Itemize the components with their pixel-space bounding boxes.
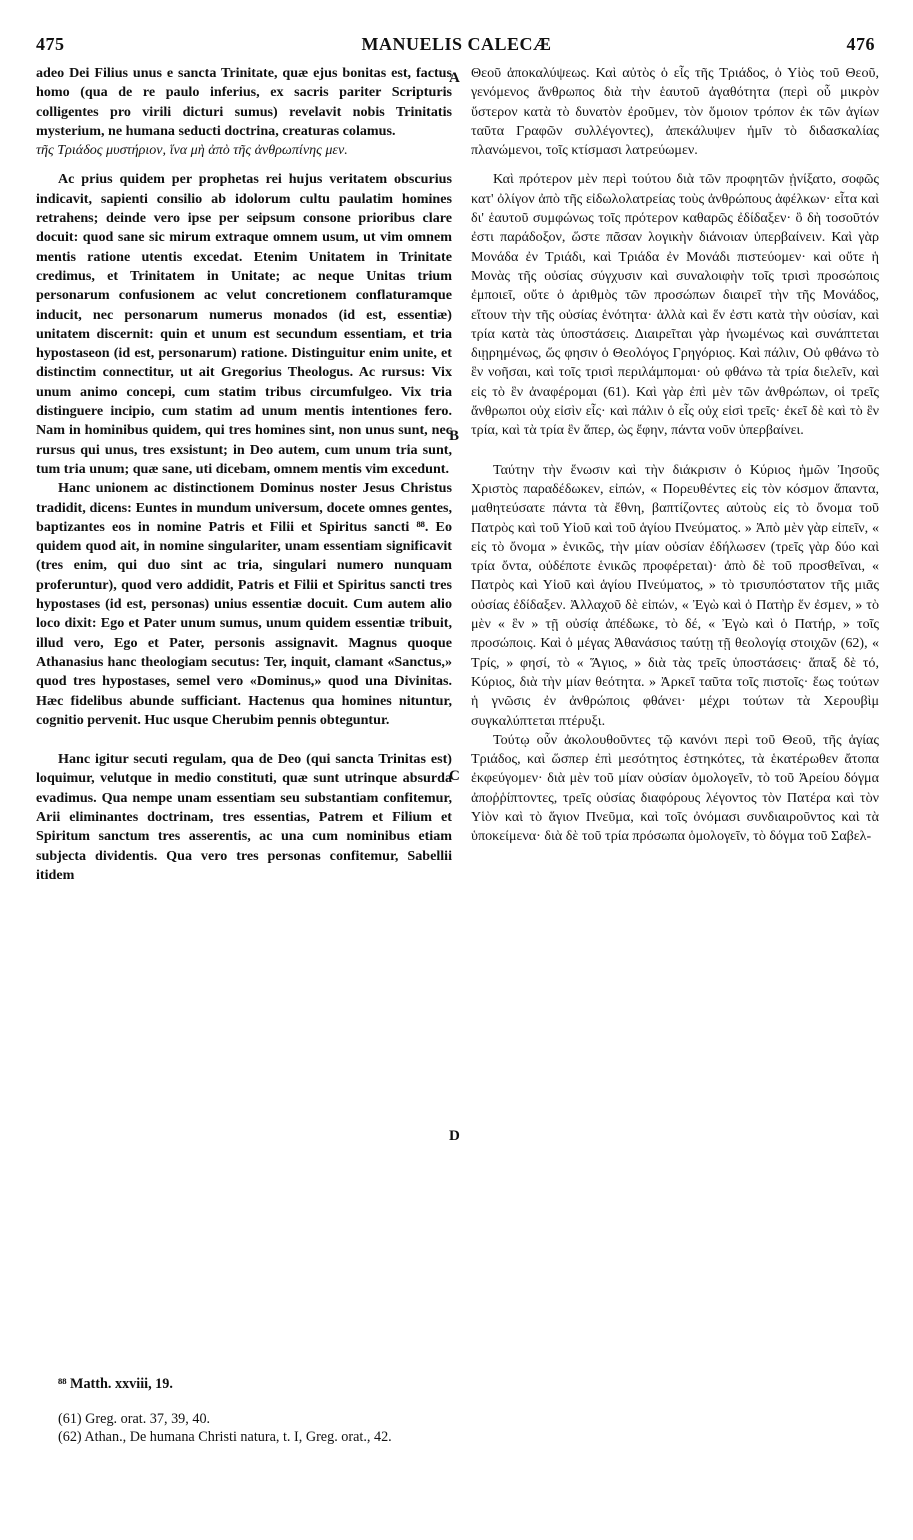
greek-paragraph-3: Ταύτην τὴν ἕνωσιν καὶ τὴν διάκρισιν ὁ Κύριος ἡμῶν Ἰησοῦς Χριστὸς παραδέδωκεν, εἰπών, « Πορευθέντες εἰς τὸν κόσμον ἅπαντα, μαθητεύσατε πάντα τὰ ἔθνη, βαπτίζοντες αὐτοὺς εἰς τὸ ὄνομα τοῦ Πατρὸς καὶ τοῦ Υἱοῦ καὶ τοῦ ἁγίου Πνεύματος. » Ἀπὸ μὲν γὰρ εἰπεῖν, « εἰς τὸ ὄνομα » ἑνικῶς, τὴν μίαν οὐσίαν ἐδήλωσεν (τρεῖς γὰρ δύο καὶ τρία ὄντα, οὐδέποτε ἑνικῶς προφέρεται)· ἀπὸ δὲ τοῦ προσθεῖναι, « Πατρὸς καὶ Υἱοῦ καὶ ἁγίου Πνεύματος, » τὸ τρισυπόστατον τῆς μιᾶς οὐσίας ἐδίδαξεν. Ἀλλαχοῦ δὲ εἰπών, « Ἐγὼ καὶ ὁ Πατὴρ ἕν ἐσμεν, » τὸ μὲν « ἓν » τῇ οὐσίᾳ ἀπέδωκε, τὸ δέ, « Ἐγὼ καὶ ὁ Πατήρ, » τοῖς προσώποις. Καὶ ὁ μέγας Ἀθανάσιος ταύτῃ τῇ θεολογίᾳ στοιχῶν (62), « Τρίς, » φησί, τὸ « Ἅγιος, » διὰ τὰς τρεῖς ὑποστάσεις· ἅπαξ δὲ τό, Κύριος, διὰ τὴν μίαν θεότητα. » Ἀρκεῖ ταῦτα τοῖς πιστοῖς· ἕως τούτων ἡ γνῶσις ἐν ἀνθρώποις φθάνει· μέχρι τούτων τὰ Χερουβὶμ συγκαλύπτεται πτέρυξι. (471, 461, 879, 729)
latin-column (36, 64, 452, 885)
latin-paragraph-1: adeo Dei Filius unus e sancta Trinitate, quæ ejus bonitas est, factus homo (qua de re paulo inferius, ex sacris pariter Scripturis colligentes pro virili dicturi sumus) revelavit nobis Trinitatis mysterium, ne humana seducti doctrina, creaturas colamus. (36, 65, 452, 139)
greek-column (471, 64, 879, 847)
margin-marker-b: B (449, 428, 460, 444)
greek-paragraph-2: Καὶ πρότερον μὲν περὶ τούτου διὰ τῶν προφητῶν ᾐνίξατο, σοφῶς κατ' ὀλίγον ἀπὸ τῆς εἰδωλολατρείας τοὺς ἀνθρώπους ἀφέλκων· εἶτα καὶ δι' ἑαυτοῦ συμφώνως τοῖς πρότερον καθαρῶς ἐδίδαξεν· ὃ δὴ τοσοῦτόν ἐστι παράδοξον, ὥστε πᾶσαν λογικὴν διάνοιαν ὑπερβαίνειν. Καὶ γὰρ Μονάδα ἐν Τριάδι, καὶ Τριάδα ἐν Μονάδι πιστεύομεν· καὶ οὔτε ἡ Μονὰς τῆς οὐσίας σύγχυσιν καὶ συναλοιφὴν τοῖς τρισὶ προσώποις ἐμποιεῖ, οὔτε ὁ ἀριθμὸς τῶν προσώπων διαιρεῖ τὴν τῆς Μονάδος, εἴτουν τὴν τῆς οὐσίας ἑνότητα· ἀλλὰ καὶ ἕν ἐστι κατὰ τὴν οὐσίαν, καὶ τρία κατὰ τὰς ὑποστάσεις. Διαιρεῖται γὰρ ἡνωμένως καὶ συνάπτεται διῃρημένως, ὥς φησιν ὁ Θεολόγος Γρηγόριος. Καὶ πάλιν, Οὐ φθάνω τὸ ἓν νοῆσαι, καὶ τοῖς τρισὶ περιλάμπομαι· οὐ φθάνω τὰ τρία διελεῖν, καὶ εἰς τὸ ἓν ἀναφέρομαι (61). Καὶ γὰρ ἐπὶ μὲν τῶν ἀνθρώπων, οἱ τρεῖς ἄνθρωποι οὐχ εἰσὶν εἷς· καὶ πάλιν ὁ εἷς οὐχ εἰσὶ τρεῖς· ἐκεῖ δὲ καὶ τὸ ἓν τρία, καὶ τὰ τρία ἓν ἅπερ, ὡς ἔφην, πάντα νοῦν ὑπερβαίνει. (471, 171, 879, 439)
greek-paragraph-4: Τούτῳ οὖν ἀκολουθοῦντες τῷ κανόνι περὶ τοῦ Θεοῦ, τῆς ἁγίας Τριάδος, καὶ ὥσπερ ἐπὶ μεσότητος ἑστηκότες, τὰ ἑκατέρωθεν ἄτοπα ἐκφεύγομεν· διὰ μὲν τοῦ μίαν οὐσίαν ὁμολογεῖν, τὸ τοῦ Ἀρείου δόγμα ἀποῤῥίπτοντες, τρεῖς οὐσίας διαφόρους λέγοντος τὸν Πατέρα καὶ τὸν Υἱὸν καὶ τὸ ἅγιον Πνεῦμα, καὶ τοῖς ὀνόμασι συνδιαιροῦντος καὶ τὰ ὑποκείμενα· διὰ δὲ τοῦ τρία πρόσωπα ὁμολογεῖν, τὸ δόγμα τοῦ Σαβελ- (471, 731, 879, 845)
latin-paragraph-4: Hanc igitur secuti regulam, qua de Deo (qui sancta Trinitas est) loquimur, velutque in medio constituti, quæ sunt utrinque absurda evadimus. Qua nempe unam essentiam seu substantiam confitemur, Arii eliminantes doctrinam, tres essentias, Patrem et Filium et Spiritum sanctum tres asserentis, ac una cum nominibus etiam subjecta dividentis. Qua vero tres personas confitemur, Sabellii itidem (36, 751, 452, 883)
margin-marker-c: C (449, 768, 460, 784)
footnote-61: (61) Greg. orat. 37, 39, 40. (58, 1411, 211, 1427)
greek-paragraph-1: Θεοῦ ἀποκαλύψεως. Καὶ αὐτὸς ὁ εἷς τῆς Τριάδος, ὁ Υἱὸς τοῦ Θεοῦ, γενόμενος ἄνθρωπος διὰ τὴν ἑαυτοῦ ἀγαθότητα (περὶ οὗ μικρὸν ὕστερον κατὰ τὸ δυνατὸν ἐροῦμεν, τὸν ὅμοιον τρόπον ἐκ τῶν ἁγίων ταῦτα Γραφῶν συλλέγοντες), ἀπεκάλυψεν ἡμῖν τὸ διδασκαλίας πλανώμενοι, τοῖς κτίσμασι λατρεύωμεν. (471, 65, 879, 159)
page-number-left: 475 (36, 34, 65, 54)
latin-greek-line: τῆς Τριάδος μυστήριον, ἵνα μὴ ἀπὸ τῆς ἀνθρωπίνης μεν. (36, 142, 348, 159)
running-title: MANUELIS CALECÆ (361, 34, 552, 54)
margin-marker-d: D (449, 1128, 460, 1144)
margin-marker-a: A (449, 70, 460, 86)
footnote-62: (62) Athan., De humana Christi natura, t. I, Greg. orat., 42. (58, 1429, 392, 1445)
latin-paragraph-2: Ac prius quidem per prophetas rei hujus veritatem obscurius indicavit, sapienti consilio ab idolorum cultu paulatim homines retrahens; deinde vero ipse per seipsum consone prioribus clare docuit: quod sane sic mirum extraque omnem usum, ut vim omnem mentis ratione utentis excedat. Etenim Unitatem in Trinitate credimus, et Trinitatem in Unitate; ac neque Unitas trium personarum confusionem ac velut concretionem conflaturamque inducit, nec personarum numerus monados (id est, essentiæ) unitatem discernit: quin et unum est secundum essentiam, et tria hypostaseon (id est, personarum) ratione. Distinguitur enim unite, et distinctim connectitur, ut ait Gregorius Theologus. Ac rursus: Vix unum animo concepi, cum statim tribus circumfulgeo. Vix tria distinguere incipio, cum statim ad unum mentis intentiones fero. Nam in hominibus quidem, qui tres homines sint, non unus sunt, nec rursus qui unus, tres exsistunt; in Deo autem, cum unum tria sunt, tum tria unum; quæ sane, uti dicebam, omnem mentis vim excedunt. (36, 171, 452, 477)
latin-paragraph-3: Hanc unionem ac distinctionem Dominus noster Jesus Christus tradidit, dicens: Euntes in mundum universum, docete omnes gentes, baptizantes eos in nomine Patris et Filii et Spiritus sancti ⁸⁸. Eo quidem quod ait, in nomine singulariter, unam essentiam significavit (tres enim, qui duo sint ac tria, singulari numero nunquam proferuntur), quod vero addidit, Patris et Filii et Spiritus sancti tres hypostases (id est, personas) unius essentiæ docuit. Cum autem alio loco dixit: Ego et Pater unum sumus, unum quidem essentiæ tribuit, illud vero, Ego et Pater, personis assignavit. Magnus quoque Athanasius hanc theologiam secutus: Ter, inquit, clamant «Sanctus,» quod tres hypostases, semel vero «Dominus,» quod una Divinitas. Hæc fidelibus abunde sufficiant. Hactenus qua homines nituntur, cognitio pervenit. Huc usque Cherubim pennis obteguntur. (36, 480, 452, 728)
footnote-citations (58, 1410, 658, 1446)
footnote-scripture: ⁸⁸ Matth. xxviii, 19. (58, 1376, 173, 1392)
page-number-right: 476 (846, 34, 875, 54)
